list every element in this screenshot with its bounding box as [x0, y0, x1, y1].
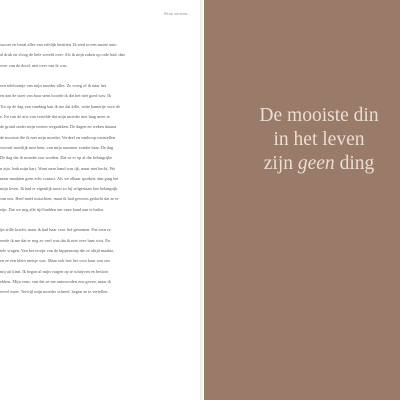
pull-quote — [204, 104, 400, 176]
text-line: succes en bezat alles van erfelijk bezitten. Ik reed in een moeie auto — [0, 42, 117, 47]
text-line: erede ik me dat er nog zo veel was dat ik niet over haar wist. En — [0, 237, 111, 243]
text-line: eovel meer. Terwijl mijn moeder schreef, begon ze te vertellen. — [0, 289, 109, 295]
quote-line — [204, 152, 400, 176]
text-line: al druk en vloog de hele wereld over. Als ik mijn zaken op orde had, dan — [0, 52, 125, 58]
paragraph — [0, 40, 200, 71]
text-line: mijn leven. Ik had er eigenlijk nooit zo bij stilgestaan hoe belangrijk — [0, 186, 118, 192]
right-page — [204, 0, 400, 400]
text-line: de grond onder mijn voeten wegzakken. De dagen en weken daarna — [0, 124, 117, 130]
text-line: e. En van de arts van vertelde dat mijn moeder niet lang meer te — [0, 114, 110, 120]
text-line: tele vragen. Van het recept van de kippensoep die ze altijd maakte, — [0, 247, 115, 253]
quote-line: in het leven — [273, 129, 365, 150]
text-line: en aan de stoet van haar stem hoorde ik dat het niet goed was. Ik — [0, 93, 111, 99]
text-line: zijn. Dat we nog alle tijd hadden om onze band aan te halen. — [0, 206, 104, 212]
text-line: voorral moeilijk mee bent, van mijn nazomer zonder haar. De dag — [0, 144, 114, 150]
running-head: Kinu verteen... — [164, 11, 191, 16]
text-line: mij uit kind. Ik begon al mijn vragen op te schrijven en besloot — [0, 268, 109, 274]
text-line: over van de dood, niet over van ik was. — [0, 62, 68, 68]
quote-text: zijn — [263, 153, 298, 174]
text-line: ijn stille kracht, maar ik had haar voor lief genomen. Pas toen ze — [0, 227, 111, 233]
text-line: maar maakten geen echt contact. Als we elkaar spraken, dan ging het — [0, 175, 119, 181]
text-line: De dag dat ik moeder zou worden. Dat ze er op al die belangrijke — [0, 155, 113, 161]
quote-text: ding — [334, 153, 375, 174]
text-line: Tot op de dag van vandaag kan ik me dat kille, witte kamertje voor de — [0, 103, 121, 109]
body-text — [0, 40, 200, 308]
quote-line: De mooiste din — [259, 105, 379, 126]
text-line: en ze een klein meisje was. Maar ook hoe het voor haar was om — [0, 258, 110, 264]
quote-emphasis: geen — [297, 153, 335, 174]
text-line: van ons. Heel naïef misschien, maar ik had gewoon gedacht dat ze er — [0, 196, 119, 202]
text-line: n zijn, leuk mijn hart. Want onze band was ijk, maar niet hecht. We — [0, 165, 116, 171]
text-line: ebben. Mijn vens: van dat ze me antwoorden zou geven, maar ik — [0, 278, 111, 284]
paragraph — [0, 225, 200, 297]
paragraph — [0, 81, 200, 215]
text-line: een telefoontje van mijn moeder alles. Ze vroeg of ik naar het — [0, 83, 106, 89]
text-line: de mooiste die ik met mijn moeder. Verdeel en vanhoop vaststellen — [0, 134, 116, 140]
